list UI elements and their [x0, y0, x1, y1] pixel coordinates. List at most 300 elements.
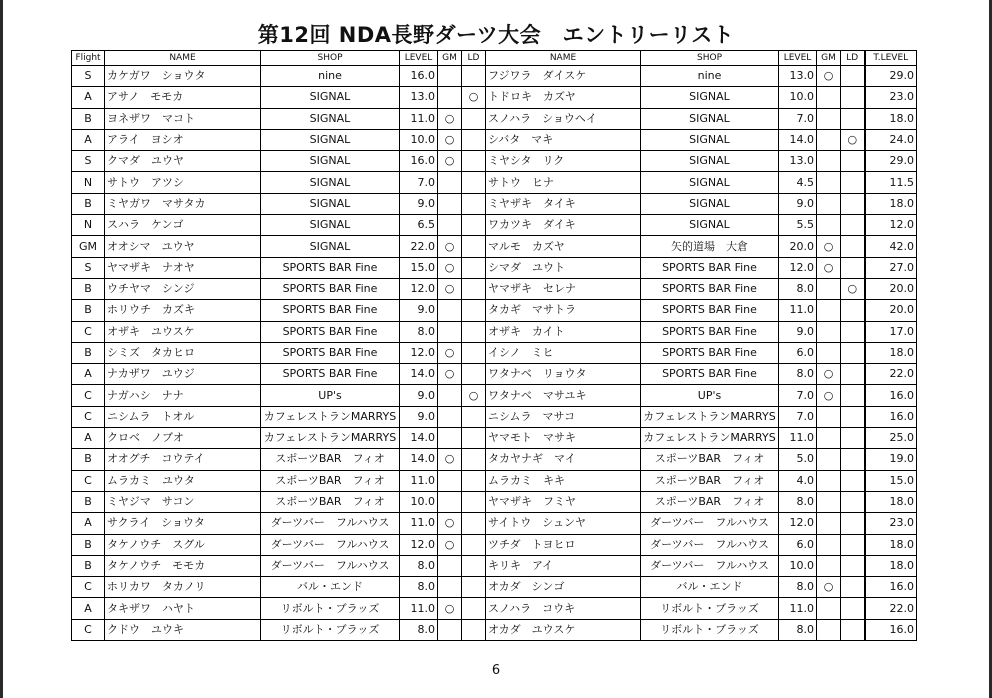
row-ld-1 [462, 215, 486, 236]
row-ld-2 [841, 364, 865, 385]
row-name-2: ワタナベ リョウタ [486, 364, 641, 385]
row-flight: S [72, 257, 105, 278]
table-row [72, 598, 917, 619]
row-ld-2 [841, 257, 865, 278]
row-ld-1 [462, 151, 486, 172]
row-name-2: ワタナベ マサユキ [486, 385, 641, 406]
row-name-2: イシノ ミヒ [486, 342, 641, 363]
row-level-2: 20.0 [779, 236, 817, 257]
row-name-1: ホリウチ カズキ [105, 300, 261, 321]
row-level-1: 8.0 [400, 619, 438, 640]
row-total-level: 11.5 [865, 172, 917, 193]
row-flight: A [72, 87, 105, 108]
row-gm-1 [438, 555, 462, 576]
row-name-2: トドロキ カズヤ [486, 87, 641, 108]
row-gm-2: ○ [817, 364, 841, 385]
document-title: 第12回 NDA長野ダーツ大会 エントリーリスト [257, 23, 735, 47]
row-shop-1: SIGNAL [261, 215, 400, 236]
row-shop-1: カフェレストランMARRYS [261, 428, 400, 449]
row-ld-2 [841, 108, 865, 129]
row-gm-2 [817, 619, 841, 640]
row-name-2: オカダ ユウスケ [486, 619, 641, 640]
row-shop-1: SIGNAL [261, 172, 400, 193]
row-gm-1: ○ [438, 151, 462, 172]
row-total-level: 17.0 [865, 321, 917, 342]
row-ld-1: ○ [462, 385, 486, 406]
header-total-level: T.LEVEL [865, 51, 917, 66]
table-row [72, 534, 917, 555]
row-total-level: 20.0 [865, 300, 917, 321]
row-name-1: ムラカミ ユウタ [105, 470, 261, 491]
header-level-1: LEVEL [400, 51, 438, 66]
row-name-2: サトウ ヒナ [486, 172, 641, 193]
row-name-2: スノハラ ショウヘイ [486, 108, 641, 129]
row-name-1: ミヤジマ サコン [105, 491, 261, 512]
row-shop-2: SPORTS BAR Fine [641, 257, 779, 278]
row-shop-1: SPORTS BAR Fine [261, 364, 400, 385]
row-gm-1 [438, 193, 462, 214]
row-level-1: 10.0 [400, 491, 438, 512]
table-body [72, 66, 917, 641]
row-shop-1: SIGNAL [261, 193, 400, 214]
header-ld-1: LD [462, 51, 486, 66]
row-flight: C [72, 619, 105, 640]
row-shop-1: SPORTS BAR Fine [261, 300, 400, 321]
row-name-1: クマダ ユウヤ [105, 151, 261, 172]
row-flight: B [72, 193, 105, 214]
row-name-2: ムラカミ キキ [486, 470, 641, 491]
row-ld-2: ○ [841, 278, 865, 299]
row-shop-1: スポーツBAR フィオ [261, 470, 400, 491]
page-number: 6 [491, 663, 501, 678]
row-level-2: 11.0 [779, 428, 817, 449]
row-level-1: 11.0 [400, 108, 438, 129]
row-name-1: ミヤガワ マサタカ [105, 193, 261, 214]
row-level-1: 6.5 [400, 215, 438, 236]
row-shop-1: SIGNAL [261, 236, 400, 257]
table-row [72, 172, 917, 193]
row-flight: S [72, 151, 105, 172]
row-gm-2 [817, 406, 841, 427]
row-name-1: クドウ ユウキ [105, 619, 261, 640]
row-shop-2: 矢的道場 大倉 [641, 236, 779, 257]
row-gm-2 [817, 278, 841, 299]
row-shop-2: カフェレストランMARRYS [641, 428, 779, 449]
row-gm-1: ○ [438, 236, 462, 257]
row-level-1: 14.0 [400, 449, 438, 470]
header-name-2: NAME [486, 51, 641, 66]
row-gm-1 [438, 577, 462, 598]
row-level-2: 10.0 [779, 555, 817, 576]
row-gm-2 [817, 534, 841, 555]
row-name-2: ニシムラ マサコ [486, 406, 641, 427]
table-row [72, 385, 917, 406]
row-flight: GM [72, 236, 105, 257]
row-level-1: 7.0 [400, 172, 438, 193]
row-total-level: 15.0 [865, 470, 917, 491]
row-shop-1: リボルト・ブラッズ [261, 619, 400, 640]
entry-list-table [71, 50, 917, 641]
row-ld-1 [462, 449, 486, 470]
row-flight: N [72, 172, 105, 193]
row-gm-2 [817, 470, 841, 491]
row-gm-2: ○ [817, 66, 841, 87]
row-gm-1 [438, 300, 462, 321]
table-row [72, 491, 917, 512]
viewer-edge-left [0, 0, 3, 698]
row-name-2: ヤマザキ セレナ [486, 278, 641, 299]
row-total-level: 16.0 [865, 406, 917, 427]
row-gm-2 [817, 87, 841, 108]
row-gm-2 [817, 151, 841, 172]
row-gm-2: ○ [817, 257, 841, 278]
row-ld-1 [462, 300, 486, 321]
row-gm-2 [817, 342, 841, 363]
row-flight: A [72, 364, 105, 385]
table-row [72, 257, 917, 278]
table-row [72, 108, 917, 129]
table-row [72, 342, 917, 363]
row-shop-1: スポーツBAR フィオ [261, 491, 400, 512]
row-gm-2 [817, 598, 841, 619]
row-ld-2 [841, 385, 865, 406]
row-name-1: スハラ ケンゴ [105, 215, 261, 236]
row-ld-2 [841, 321, 865, 342]
table-row [72, 215, 917, 236]
header-gm-1: GM [438, 51, 462, 66]
row-name-1: アサノ モモカ [105, 87, 261, 108]
row-name-2: サイトウ シュンヤ [486, 513, 641, 534]
row-level-2: 13.0 [779, 66, 817, 87]
row-total-level: 29.0 [865, 151, 917, 172]
row-level-1: 8.0 [400, 555, 438, 576]
row-gm-1 [438, 215, 462, 236]
row-gm-1: ○ [438, 598, 462, 619]
row-shop-1: SIGNAL [261, 87, 400, 108]
row-name-1: サトウ アツシ [105, 172, 261, 193]
row-ld-1 [462, 534, 486, 555]
row-gm-1 [438, 406, 462, 427]
row-ld-2 [841, 598, 865, 619]
row-name-1: ナカザワ ユウジ [105, 364, 261, 385]
row-shop-2: SIGNAL [641, 172, 779, 193]
row-shop-2: スポーツBAR フィオ [641, 449, 779, 470]
row-level-1: 11.0 [400, 470, 438, 491]
row-level-1: 10.0 [400, 129, 438, 150]
row-level-1: 15.0 [400, 257, 438, 278]
row-gm-2: ○ [817, 385, 841, 406]
row-flight: B [72, 342, 105, 363]
row-name-2: ヤマモト マサキ [486, 428, 641, 449]
row-gm-1: ○ [438, 364, 462, 385]
row-shop-2: ダーツバー フルハウス [641, 555, 779, 576]
row-gm-1: ○ [438, 129, 462, 150]
row-total-level: 25.0 [865, 428, 917, 449]
row-total-level: 16.0 [865, 619, 917, 640]
row-ld-1 [462, 470, 486, 491]
row-flight: B [72, 108, 105, 129]
row-level-2: 7.0 [779, 406, 817, 427]
row-ld-2 [841, 87, 865, 108]
row-total-level: 16.0 [865, 385, 917, 406]
row-name-2: シバタ マキ [486, 129, 641, 150]
row-name-2: フジワラ ダイスケ [486, 66, 641, 87]
row-name-2: ツチダ トヨヒロ [486, 534, 641, 555]
row-gm-2 [817, 321, 841, 342]
row-gm-1 [438, 470, 462, 491]
row-name-2: キリキ アイ [486, 555, 641, 576]
row-total-level: 24.0 [865, 129, 917, 150]
row-shop-2: SIGNAL [641, 193, 779, 214]
row-level-2: 9.0 [779, 193, 817, 214]
row-gm-2 [817, 513, 841, 534]
row-level-1: 9.0 [400, 193, 438, 214]
row-level-2: 10.0 [779, 87, 817, 108]
row-shop-1: ダーツバー フルハウス [261, 534, 400, 555]
row-ld-2 [841, 193, 865, 214]
row-ld-2 [841, 491, 865, 512]
table-row [72, 364, 917, 385]
row-level-2: 11.0 [779, 598, 817, 619]
row-gm-1 [438, 87, 462, 108]
row-name-1: ホリカワ タカノリ [105, 577, 261, 598]
row-ld-1 [462, 619, 486, 640]
row-flight: A [72, 598, 105, 619]
row-name-2: ヤマザキ フミヤ [486, 491, 641, 512]
row-shop-1: SPORTS BAR Fine [261, 278, 400, 299]
row-level-2: 13.0 [779, 151, 817, 172]
row-flight: B [72, 491, 105, 512]
row-name-1: アライ ヨシオ [105, 129, 261, 150]
row-ld-2 [841, 449, 865, 470]
table-row [72, 321, 917, 342]
row-name-1: タケノウチ スグル [105, 534, 261, 555]
row-shop-1: nine [261, 66, 400, 87]
row-name-2: ワカツキ ダイキ [486, 215, 641, 236]
row-level-2: 8.0 [779, 577, 817, 598]
table-row [72, 66, 917, 87]
row-shop-2: カフェレストランMARRYS [641, 406, 779, 427]
table-row [72, 619, 917, 640]
row-gm-1: ○ [438, 513, 462, 534]
table-row [72, 449, 917, 470]
header-flight: Flight [72, 51, 105, 66]
row-shop-2: リボルト・ブラッズ [641, 598, 779, 619]
row-flight: A [72, 129, 105, 150]
row-gm-2 [817, 172, 841, 193]
row-ld-1 [462, 172, 486, 193]
row-level-2: 12.0 [779, 513, 817, 534]
row-shop-2: UP's [641, 385, 779, 406]
row-shop-1: SIGNAL [261, 151, 400, 172]
row-shop-2: SPORTS BAR Fine [641, 342, 779, 363]
row-name-1: オオシマ ユウヤ [105, 236, 261, 257]
row-name-1: クロベ ノブオ [105, 428, 261, 449]
row-ld-2 [841, 513, 865, 534]
row-level-2: 7.0 [779, 108, 817, 129]
row-level-1: 11.0 [400, 598, 438, 619]
row-level-1: 14.0 [400, 364, 438, 385]
row-ld-1 [462, 66, 486, 87]
row-name-2: オザキ カイト [486, 321, 641, 342]
row-name-1: オザキ ユウスケ [105, 321, 261, 342]
row-total-level: 27.0 [865, 257, 917, 278]
row-ld-2 [841, 619, 865, 640]
row-gm-1: ○ [438, 342, 462, 363]
row-level-1: 9.0 [400, 385, 438, 406]
row-ld-1 [462, 577, 486, 598]
row-gm-2 [817, 555, 841, 576]
row-flight: A [72, 428, 105, 449]
row-name-2: タカヤナギ マイ [486, 449, 641, 470]
row-flight: C [72, 577, 105, 598]
row-ld-2 [841, 342, 865, 363]
row-level-2: 12.0 [779, 257, 817, 278]
row-ld-1 [462, 342, 486, 363]
table-row [72, 428, 917, 449]
row-level-2: 8.0 [779, 491, 817, 512]
row-total-level: 22.0 [865, 364, 917, 385]
row-total-level: 22.0 [865, 598, 917, 619]
row-shop-1: バル・エンド [261, 577, 400, 598]
row-name-2: ミヤザキ タイキ [486, 193, 641, 214]
row-ld-1 [462, 491, 486, 512]
row-flight: N [72, 215, 105, 236]
row-shop-1: SIGNAL [261, 108, 400, 129]
row-ld-2 [841, 172, 865, 193]
row-gm-1 [438, 491, 462, 512]
row-total-level: 16.0 [865, 577, 917, 598]
row-gm-2 [817, 428, 841, 449]
row-ld-2 [841, 428, 865, 449]
row-level-1: 8.0 [400, 577, 438, 598]
header-shop-1: SHOP [261, 51, 400, 66]
row-total-level: 18.0 [865, 108, 917, 129]
table-row [72, 129, 917, 150]
row-gm-1: ○ [438, 108, 462, 129]
row-gm-1 [438, 619, 462, 640]
row-level-2: 6.0 [779, 342, 817, 363]
row-name-2: マルモ カズヤ [486, 236, 641, 257]
row-shop-2: SPORTS BAR Fine [641, 300, 779, 321]
row-shop-1: リボルト・ブラッズ [261, 598, 400, 619]
table-row [72, 300, 917, 321]
row-flight: C [72, 406, 105, 427]
row-shop-2: ダーツバー フルハウス [641, 534, 779, 555]
row-ld-2 [841, 66, 865, 87]
row-ld-2 [841, 406, 865, 427]
row-ld-1 [462, 513, 486, 534]
row-total-level: 19.0 [865, 449, 917, 470]
row-gm-1 [438, 385, 462, 406]
row-name-1: ヤマザキ ナオヤ [105, 257, 261, 278]
row-gm-2: ○ [817, 236, 841, 257]
row-name-1: シミズ タカヒロ [105, 342, 261, 363]
row-shop-1: SPORTS BAR Fine [261, 342, 400, 363]
row-total-level: 18.0 [865, 342, 917, 363]
row-gm-1 [438, 172, 462, 193]
row-gm-1 [438, 66, 462, 87]
table-row [72, 151, 917, 172]
row-level-2: 8.0 [779, 619, 817, 640]
row-total-level: 23.0 [865, 513, 917, 534]
row-level-1: 12.0 [400, 534, 438, 555]
row-gm-1: ○ [438, 449, 462, 470]
row-gm-2 [817, 491, 841, 512]
row-level-2: 4.0 [779, 470, 817, 491]
row-gm-1: ○ [438, 534, 462, 555]
row-name-2: シマダ ユウト [486, 257, 641, 278]
row-flight: C [72, 385, 105, 406]
table-row [72, 87, 917, 108]
row-flight: S [72, 66, 105, 87]
row-ld-1 [462, 364, 486, 385]
row-level-1: 16.0 [400, 66, 438, 87]
row-level-1: 22.0 [400, 236, 438, 257]
row-level-1: 14.0 [400, 428, 438, 449]
row-ld-1 [462, 257, 486, 278]
row-level-1: 9.0 [400, 406, 438, 427]
table-row [72, 513, 917, 534]
row-shop-2: スポーツBAR フィオ [641, 470, 779, 491]
row-flight: B [72, 278, 105, 299]
table-row [72, 577, 917, 598]
row-ld-2 [841, 151, 865, 172]
row-total-level: 20.0 [865, 278, 917, 299]
row-total-level: 12.0 [865, 215, 917, 236]
row-level-1: 12.0 [400, 342, 438, 363]
row-level-1: 13.0 [400, 87, 438, 108]
row-gm-1: ○ [438, 278, 462, 299]
row-ld-1 [462, 428, 486, 449]
row-level-1: 12.0 [400, 278, 438, 299]
row-shop-1: ダーツバー フルハウス [261, 513, 400, 534]
table-row [72, 555, 917, 576]
row-level-2: 6.0 [779, 534, 817, 555]
row-name-2: タカギ マサトラ [486, 300, 641, 321]
row-flight: C [72, 470, 105, 491]
row-gm-2 [817, 129, 841, 150]
row-level-2: 5.0 [779, 449, 817, 470]
header-ld-2: LD [841, 51, 865, 66]
header-gm-2: GM [817, 51, 841, 66]
table-row [72, 236, 917, 257]
row-ld-2 [841, 534, 865, 555]
row-name-1: ナガハシ ナナ [105, 385, 261, 406]
table-row [72, 193, 917, 214]
row-total-level: 42.0 [865, 236, 917, 257]
row-shop-2: SIGNAL [641, 108, 779, 129]
row-gm-1 [438, 428, 462, 449]
row-shop-2: SPORTS BAR Fine [641, 321, 779, 342]
row-ld-1 [462, 406, 486, 427]
row-name-2: オカダ シンゴ [486, 577, 641, 598]
row-total-level: 18.0 [865, 193, 917, 214]
row-name-1: タキザワ ハヤト [105, 598, 261, 619]
row-gm-2 [817, 300, 841, 321]
row-shop-2: SPORTS BAR Fine [641, 364, 779, 385]
row-level-2: 11.0 [779, 300, 817, 321]
row-level-1: 8.0 [400, 321, 438, 342]
row-shop-2: nine [641, 66, 779, 87]
row-ld-1: ○ [462, 87, 486, 108]
row-shop-1: SIGNAL [261, 129, 400, 150]
row-shop-1: スポーツBAR フィオ [261, 449, 400, 470]
row-ld-1 [462, 193, 486, 214]
table-row [72, 470, 917, 491]
row-shop-2: ダーツバー フルハウス [641, 513, 779, 534]
row-gm-2 [817, 193, 841, 214]
